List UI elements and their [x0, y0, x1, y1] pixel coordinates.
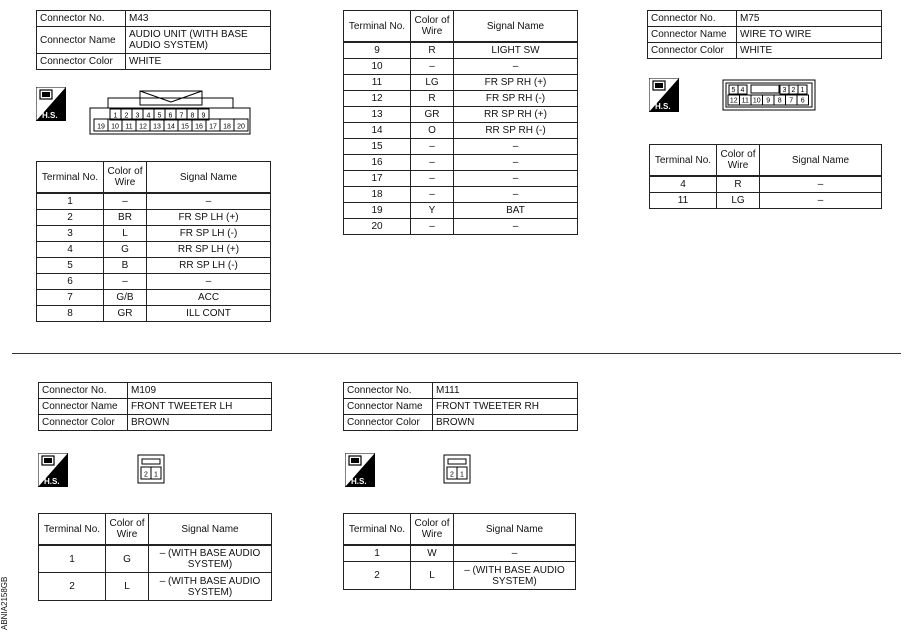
signal-name-cell: RR SP LH (-) — [147, 258, 271, 274]
connector-no-label: Connector No. — [39, 383, 128, 399]
terminal-row — [344, 91, 578, 107]
terminal-no-header: Terminal No. — [37, 162, 104, 194]
m43-bottom-pin-label: 17 — [209, 123, 217, 131]
m43-bottom-pin-label: 14 — [167, 123, 175, 131]
m43-top-pin-label: 4 — [146, 112, 151, 120]
signal-name-cell: – — [760, 193, 882, 209]
signal-name-cell: LIGHT SW — [454, 42, 578, 59]
wire-color-cell: – — [411, 59, 454, 75]
m43-top-pin-label: 5 — [157, 112, 162, 120]
m43-bottom-pin-label: 10 — [111, 123, 119, 131]
connector-name-value: FRONT TWEETER LH — [128, 399, 272, 415]
terminal-row — [344, 187, 578, 203]
connector-no-label: Connector No. — [344, 383, 433, 399]
terminal-no-cell: 10 — [344, 59, 411, 75]
wire-color-cell: G — [106, 545, 149, 573]
signal-name-cell: – (WITH BASE AUDIO SYSTEM) — [454, 562, 576, 590]
terminal-no-cell: 13 — [344, 107, 411, 123]
terminal-row — [344, 139, 578, 155]
wire-color-cell: – — [411, 171, 454, 187]
wire-color-cell: – — [411, 187, 454, 203]
signal-name-header: Signal Name — [760, 145, 882, 177]
color-of-wire-header: Color of Wire — [411, 514, 454, 546]
color-of-wire-header: Color of Wire — [104, 162, 147, 194]
m43-top-pin-label: 8 — [190, 112, 195, 120]
terminal-no-cell: 2 — [344, 562, 411, 590]
connector-no-value: M109 — [128, 383, 272, 399]
terminal-row — [37, 226, 271, 242]
m111-connector-face-diagram — [443, 454, 471, 484]
connector-no-label: Connector No. — [648, 11, 737, 27]
signal-name-cell: FR SP RH (+) — [454, 75, 578, 91]
terminal-no-cell: 14 — [344, 123, 411, 139]
color-of-wire-header: Color of Wire — [106, 514, 149, 546]
wire-color-cell: LG — [411, 75, 454, 91]
connector-color-label: Connector Color — [37, 54, 126, 70]
signal-name-cell: – — [454, 59, 578, 75]
terminal-no-cell: 11 — [650, 193, 717, 209]
connector-color-value: WHITE — [126, 54, 271, 70]
connector-name-value: FRONT TWEETER RH — [433, 399, 578, 415]
terminal-row — [37, 210, 271, 226]
terminal-row — [37, 242, 271, 258]
connector-no-value: M75 — [737, 11, 882, 27]
signal-name-cell: RR SP RH (+) — [454, 107, 578, 123]
terminal-row — [344, 171, 578, 187]
m75-bottom-pin-label: 6 — [800, 97, 805, 105]
hs-icon — [345, 453, 375, 487]
connector-color-value: WHITE — [737, 43, 882, 59]
terminal-row — [37, 193, 271, 210]
m75-bottom-pin-label: 11 — [741, 97, 749, 105]
wire-color-cell: – — [411, 139, 454, 155]
m109-terminal-table — [38, 513, 272, 601]
m111-pin-2: 2 — [450, 471, 454, 479]
m43-top-pin-label: 2 — [124, 112, 129, 120]
wire-color-cell: – — [411, 219, 454, 235]
terminal-row — [37, 258, 271, 274]
signal-name-cell: – (WITH BASE AUDIO SYSTEM) — [149, 573, 272, 601]
color-of-wire-header: Color of Wire — [411, 11, 454, 43]
wire-color-cell: R — [411, 91, 454, 107]
connector-no-value: M111 — [433, 383, 578, 399]
signal-name-cell: – — [454, 545, 576, 562]
color-of-wire-header: Color of Wire — [717, 145, 760, 177]
terminal-no-header: Terminal No. — [344, 514, 411, 546]
terminal-no-cell: 11 — [344, 75, 411, 91]
signal-name-cell: RR SP RH (-) — [454, 123, 578, 139]
wire-color-cell: G — [104, 242, 147, 258]
signal-name-header: Signal Name — [454, 514, 576, 546]
m43-top-pin-label: 1 — [113, 112, 118, 120]
terminal-row — [39, 573, 272, 601]
terminal-no-header: Terminal No. — [39, 514, 106, 546]
terminal-row — [37, 306, 271, 322]
connector-color-label: Connector Color — [648, 43, 737, 59]
m75-bottom-pin-label: 7 — [789, 97, 794, 105]
m75-bottom-pin-label: 12 — [729, 97, 738, 105]
m43-connector-info — [36, 10, 271, 70]
connector-color-value: BROWN — [128, 415, 272, 431]
m43-connector-face-diagram — [88, 88, 254, 136]
wire-color-cell: G/B — [104, 290, 147, 306]
wire-color-cell: L — [411, 562, 454, 590]
connector-color-value: BROWN — [433, 415, 578, 431]
m43-bottom-pin-label: 11 — [125, 123, 133, 131]
terminal-no-header: Terminal No. — [650, 145, 717, 177]
wire-color-cell: LG — [717, 193, 760, 209]
terminal-no-cell: 17 — [344, 171, 411, 187]
signal-name-cell: – (WITH BASE AUDIO SYSTEM) — [149, 545, 272, 573]
terminal-row — [344, 123, 578, 139]
terminal-row — [39, 545, 272, 573]
wire-color-cell: L — [106, 573, 149, 601]
m43-top-pin-label: 9 — [201, 112, 206, 120]
m75-top-pin-label: 3 — [782, 87, 787, 94]
m75-bottom-pin-label: 10 — [752, 97, 761, 105]
signal-name-cell: ACC — [147, 290, 271, 306]
terminal-no-cell: 20 — [344, 219, 411, 235]
m43-bottom-pin-label: 20 — [237, 123, 245, 131]
terminal-row — [37, 274, 271, 290]
terminal-no-cell: 2 — [37, 210, 104, 226]
connector-name-label: Connector Name — [344, 399, 433, 415]
terminal-no-cell: 2 — [39, 573, 106, 601]
wire-color-cell: – — [104, 193, 147, 210]
terminal-row — [344, 155, 578, 171]
terminal-no-cell: 8 — [37, 306, 104, 322]
terminal-row — [344, 75, 578, 91]
signal-name-header: Signal Name — [149, 514, 272, 546]
wire-color-cell: Y — [411, 203, 454, 219]
terminal-no-cell: 1 — [37, 193, 104, 210]
terminal-no-cell: 4 — [37, 242, 104, 258]
signal-name-cell: – — [147, 274, 271, 290]
terminal-no-cell: 16 — [344, 155, 411, 171]
m75-bottom-pin-label: 8 — [777, 97, 782, 105]
terminal-no-cell: 1 — [39, 545, 106, 573]
wire-color-cell: GR — [104, 306, 147, 322]
hs-label: H.S. — [42, 111, 58, 120]
signal-name-cell: FR SP RH (-) — [454, 91, 578, 107]
m75-top-pin-label: 5 — [731, 87, 736, 94]
signal-name-header: Signal Name — [454, 11, 578, 43]
m109-connector-info — [38, 382, 272, 431]
terminal-no-cell: 1 — [344, 545, 411, 562]
signal-name-header: Signal Name — [147, 162, 271, 194]
m43-bottom-pin-label: 15 — [181, 123, 189, 131]
m109-connector-face-diagram — [137, 454, 165, 484]
terminal-row — [344, 545, 576, 562]
wire-color-cell: O — [411, 123, 454, 139]
m43-bottom-pin-label: 13 — [153, 123, 161, 131]
wire-color-cell: GR — [411, 107, 454, 123]
m75-top-pin-label: 4 — [740, 87, 745, 94]
terminal-no-cell: 7 — [37, 290, 104, 306]
m43-bottom-pin-label: 12 — [139, 123, 147, 131]
wire-color-cell: B — [104, 258, 147, 274]
terminal-row — [344, 219, 578, 235]
terminal-no-cell: 15 — [344, 139, 411, 155]
signal-name-cell: RR SP LH (+) — [147, 242, 271, 258]
wire-color-cell: W — [411, 545, 454, 562]
m111-terminal-table — [343, 513, 576, 590]
connector-name-label: Connector Name — [39, 399, 128, 415]
terminal-row — [344, 42, 578, 59]
m75-connector-info — [647, 10, 882, 59]
terminal-no-cell: 9 — [344, 42, 411, 59]
m43-terminal-table-2 — [343, 10, 578, 235]
diagram-code: ABNIA2158GB — [0, 576, 9, 630]
terminal-row — [344, 562, 576, 590]
terminal-no-cell: 3 — [37, 226, 104, 242]
hs-icon — [38, 453, 68, 487]
wire-color-cell: – — [104, 274, 147, 290]
m75-terminal-table — [649, 144, 882, 209]
terminal-row — [344, 203, 578, 219]
m109-pin-2: 2 — [144, 471, 148, 479]
wire-color-cell: – — [411, 155, 454, 171]
m75-connector-face-diagram — [722, 79, 816, 111]
m111-connector-info — [343, 382, 578, 431]
terminal-no-cell: 19 — [344, 203, 411, 219]
m43-top-pin-label: 6 — [168, 112, 173, 120]
terminal-row — [650, 176, 882, 193]
hs-label: H.S. — [655, 102, 671, 111]
signal-name-cell: – — [454, 155, 578, 171]
m75-bottom-pin-label: 9 — [766, 97, 771, 105]
signal-name-cell: – — [454, 187, 578, 203]
connector-name-label: Connector Name — [648, 27, 737, 43]
connector-name-label: Connector Name — [37, 27, 126, 54]
terminal-row — [344, 59, 578, 75]
hs-label: H.S. — [44, 477, 60, 486]
hs-icon — [649, 78, 679, 112]
signal-name-cell: ILL CONT — [147, 306, 271, 322]
wire-color-cell: L — [104, 226, 147, 242]
m109-pin-1: 1 — [154, 471, 158, 479]
terminal-row — [650, 193, 882, 209]
signal-name-cell: – — [454, 219, 578, 235]
wire-color-cell: BR — [104, 210, 147, 226]
connector-color-label: Connector Color — [39, 415, 128, 431]
connector-name-value: AUDIO UNIT (WITH BASE AUDIO SYSTEM) — [126, 27, 271, 54]
terminal-no-header: Terminal No. — [344, 11, 411, 43]
section-divider — [12, 353, 901, 354]
wire-color-cell: R — [411, 42, 454, 59]
terminal-row — [37, 290, 271, 306]
wire-color-cell: R — [717, 176, 760, 193]
signal-name-cell: FR SP LH (+) — [147, 210, 271, 226]
connector-no-label: Connector No. — [37, 11, 126, 27]
connector-no-value: M43 — [126, 11, 271, 27]
m75-top-pin-label: 2 — [791, 87, 796, 94]
m43-bottom-pin-label: 19 — [97, 123, 105, 131]
terminal-no-cell: 6 — [37, 274, 104, 290]
hs-label: H.S. — [351, 477, 367, 486]
m43-top-pin-label: 7 — [179, 112, 184, 120]
m43-top-pin-label: 3 — [135, 112, 140, 120]
terminal-no-cell: 18 — [344, 187, 411, 203]
signal-name-cell: – — [454, 139, 578, 155]
connector-name-value: WIRE TO WIRE — [737, 27, 882, 43]
terminal-row — [344, 107, 578, 123]
connector-color-label: Connector Color — [344, 415, 433, 431]
m43-bottom-pin-label: 16 — [195, 123, 203, 131]
signal-name-cell: BAT — [454, 203, 578, 219]
m111-pin-1: 1 — [460, 471, 464, 479]
signal-name-cell: – — [760, 176, 882, 193]
m43-terminal-table-1 — [36, 161, 271, 322]
signal-name-cell: – — [147, 193, 271, 210]
signal-name-cell: FR SP LH (-) — [147, 226, 271, 242]
terminal-no-cell: 4 — [650, 176, 717, 193]
m43-bottom-pin-label: 18 — [223, 123, 231, 131]
signal-name-cell: – — [454, 171, 578, 187]
terminal-no-cell: 5 — [37, 258, 104, 274]
hs-icon — [36, 87, 66, 121]
m75-top-pin-label: 1 — [800, 87, 805, 94]
terminal-no-cell: 12 — [344, 91, 411, 107]
